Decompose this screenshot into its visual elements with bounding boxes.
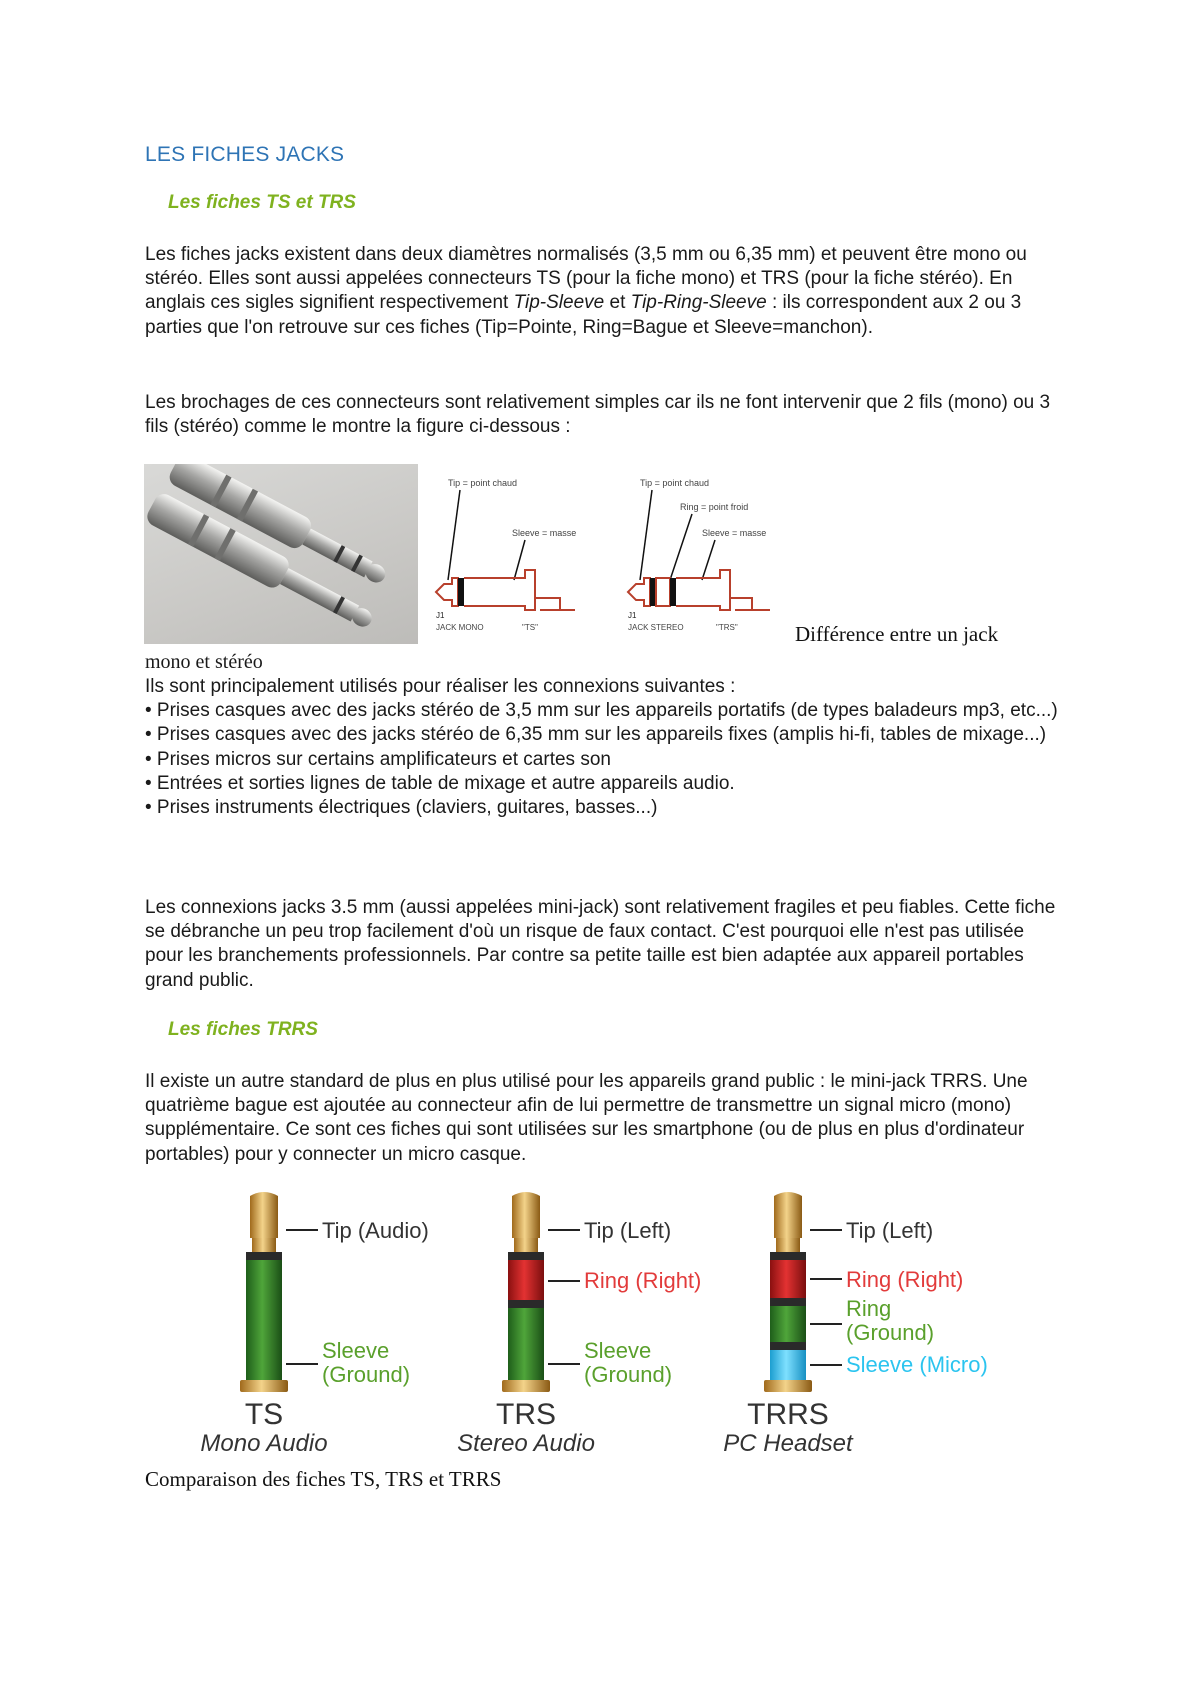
trs-subtitle: Stereo Audio	[457, 1430, 595, 1457]
jack-photo-drawing	[144, 464, 418, 644]
term-tip-ring-sleeve: Tip-Ring-Sleeve	[630, 292, 767, 314]
trrs-tip-label: Tip (Left)	[846, 1218, 934, 1243]
list-item: • Prises instruments électriques (claviers, guitares, basses...)	[145, 797, 658, 819]
trs-plug	[502, 1192, 580, 1392]
trrs-ring2-label: Ring	[846, 1296, 892, 1321]
label-stereo-sleeve: Sleeve = masse	[702, 528, 767, 538]
paragraph-text: et	[604, 292, 631, 314]
schematic-mono	[436, 478, 576, 632]
ts-subtitle: Mono Audio	[200, 1430, 328, 1457]
jack-photo	[144, 464, 418, 644]
section-title-trrs: Les fiches TRRS	[168, 1019, 318, 1040]
paragraph-text: : ils correspondent aux 2 ou 3 parties que l'on retrouve sur ces fiches (Tip=Pointe, Ring=Bague et Sleeve=manchon).	[145, 292, 1022, 338]
list-item: • Prises casques avec des jacks stéréo de 3,5 mm sur les appareils portatifs (de types baladeurs mp3, etc...)	[145, 700, 1058, 722]
diagram-caption: Comparaison des fiches TS, TRS et TRRS	[145, 1467, 502, 1491]
label-stereo-name: JACK STEREO	[628, 623, 684, 632]
trrs-name: TRRS	[747, 1398, 829, 1431]
trrs-plug	[764, 1192, 842, 1392]
trs-ring-label: Ring (Right)	[584, 1268, 702, 1293]
ts-sleeve-label: Sleeve	[322, 1338, 390, 1363]
label-mono-name: JACK MONO	[436, 623, 484, 632]
uses-list	[145, 675, 1065, 820]
trs-sleeve-label: Sleeve	[584, 1338, 652, 1363]
label-mono-type: "TS"	[522, 623, 538, 632]
schematic-stereo	[628, 478, 770, 632]
list-item: • Prises micros sur certains amplificateurs et cartes son	[145, 748, 611, 770]
label-stereo-type: "TRS"	[716, 623, 738, 632]
ts-name: TS	[244, 1398, 284, 1431]
term-tip-sleeve: Tip-Sleeve	[513, 292, 605, 314]
figure-caption-part1: Différence entre un jack	[795, 622, 999, 646]
trrs-ground-label: (Ground)	[846, 1320, 935, 1345]
jack-schematic	[430, 470, 800, 640]
section-title-ts-trs: Les fiches TS et TRS	[168, 192, 356, 213]
paragraph-pinout: Les brochages de ces connecteurs sont relativement simples car ils ne font intervenir que 2 fils (mono) ou 3 fils (stéréo) comme le montre la figure ci-dessous :	[145, 392, 1051, 438]
trs-name: TRS	[496, 1398, 556, 1431]
figure-caption-part2: mono et stéréo	[145, 651, 263, 673]
label-stereo-ring: Ring = point froid	[680, 502, 749, 512]
list-item: • Prises casques avec des jacks stéréo de 6,35 mm sur les appareils fixes (amplis hi-fi, tables de mixage...)	[145, 724, 1047, 746]
label-stereo-ref: J1	[628, 611, 637, 620]
page-title: LES FICHES JACKS	[145, 143, 345, 166]
ts-trs-trrs-diagram	[190, 1188, 1030, 1458]
trs-tip-label: Tip (Left)	[584, 1218, 672, 1243]
label-mono-sleeve: Sleeve = masse	[512, 528, 577, 538]
paragraph-intro	[145, 243, 1065, 340]
paragraph-text: Les fiches jacks existent dans deux diamètres normalisés (3,5 mm ou 6,35 mm) et peuvent être mono ou stéréo. Elles sont aussi appelées connecteurs TS (pour la fiche mono) et TRS (pour la fiche stéréo). En anglais ces sigles signifient respectivement	[145, 244, 1027, 314]
ts-plug	[240, 1192, 318, 1392]
list-item: • Entrées et sorties lignes de table de mixage et autre appareils audio.	[145, 772, 735, 794]
trrs-subtitle: PC Headset	[723, 1430, 853, 1457]
uses-intro: Ils sont principalement utilisés pour réaliser les connexions suivantes :	[145, 676, 736, 697]
paragraph-fragility: Les connexions jacks 3.5 mm (aussi appelées mini-jack) sont relativement fragiles et peu fiables. Cette fiche se débranche un peu trop facilement d'où un risque de faux contact. C'est pourquoi elle n'est pas utilisée pour les branchements professionnels. Par contre sa petite taille est bien adaptée aux appareil portables grand public.	[145, 897, 1056, 991]
paragraph-trrs: Il existe un autre standard de plus en plus utilisé pour les appareils grand public : le mini-jack TRRS. Une quatrième bague est ajoutée au connecteur afin de lui permettre de transmettre un signal micro (mono) supplémentaire. Ce sont ces fiches qui sont utilisées sur les smartphone (ou de plus en plus d'ordinateur portables) pour y connecter un micro casque.	[145, 1071, 1028, 1165]
trrs-sleeve-label: Sleeve (Micro)	[846, 1352, 988, 1377]
label-mono-ref: J1	[436, 611, 445, 620]
trrs-ring-label: Ring (Right)	[846, 1267, 964, 1292]
ts-ground-label: (Ground)	[322, 1362, 411, 1387]
label-stereo-tip: Tip = point chaud	[640, 478, 709, 488]
trs-ground-label: (Ground)	[584, 1362, 673, 1387]
label-mono-tip: Tip = point chaud	[448, 478, 517, 488]
ts-tip-label: Tip (Audio)	[322, 1218, 429, 1243]
